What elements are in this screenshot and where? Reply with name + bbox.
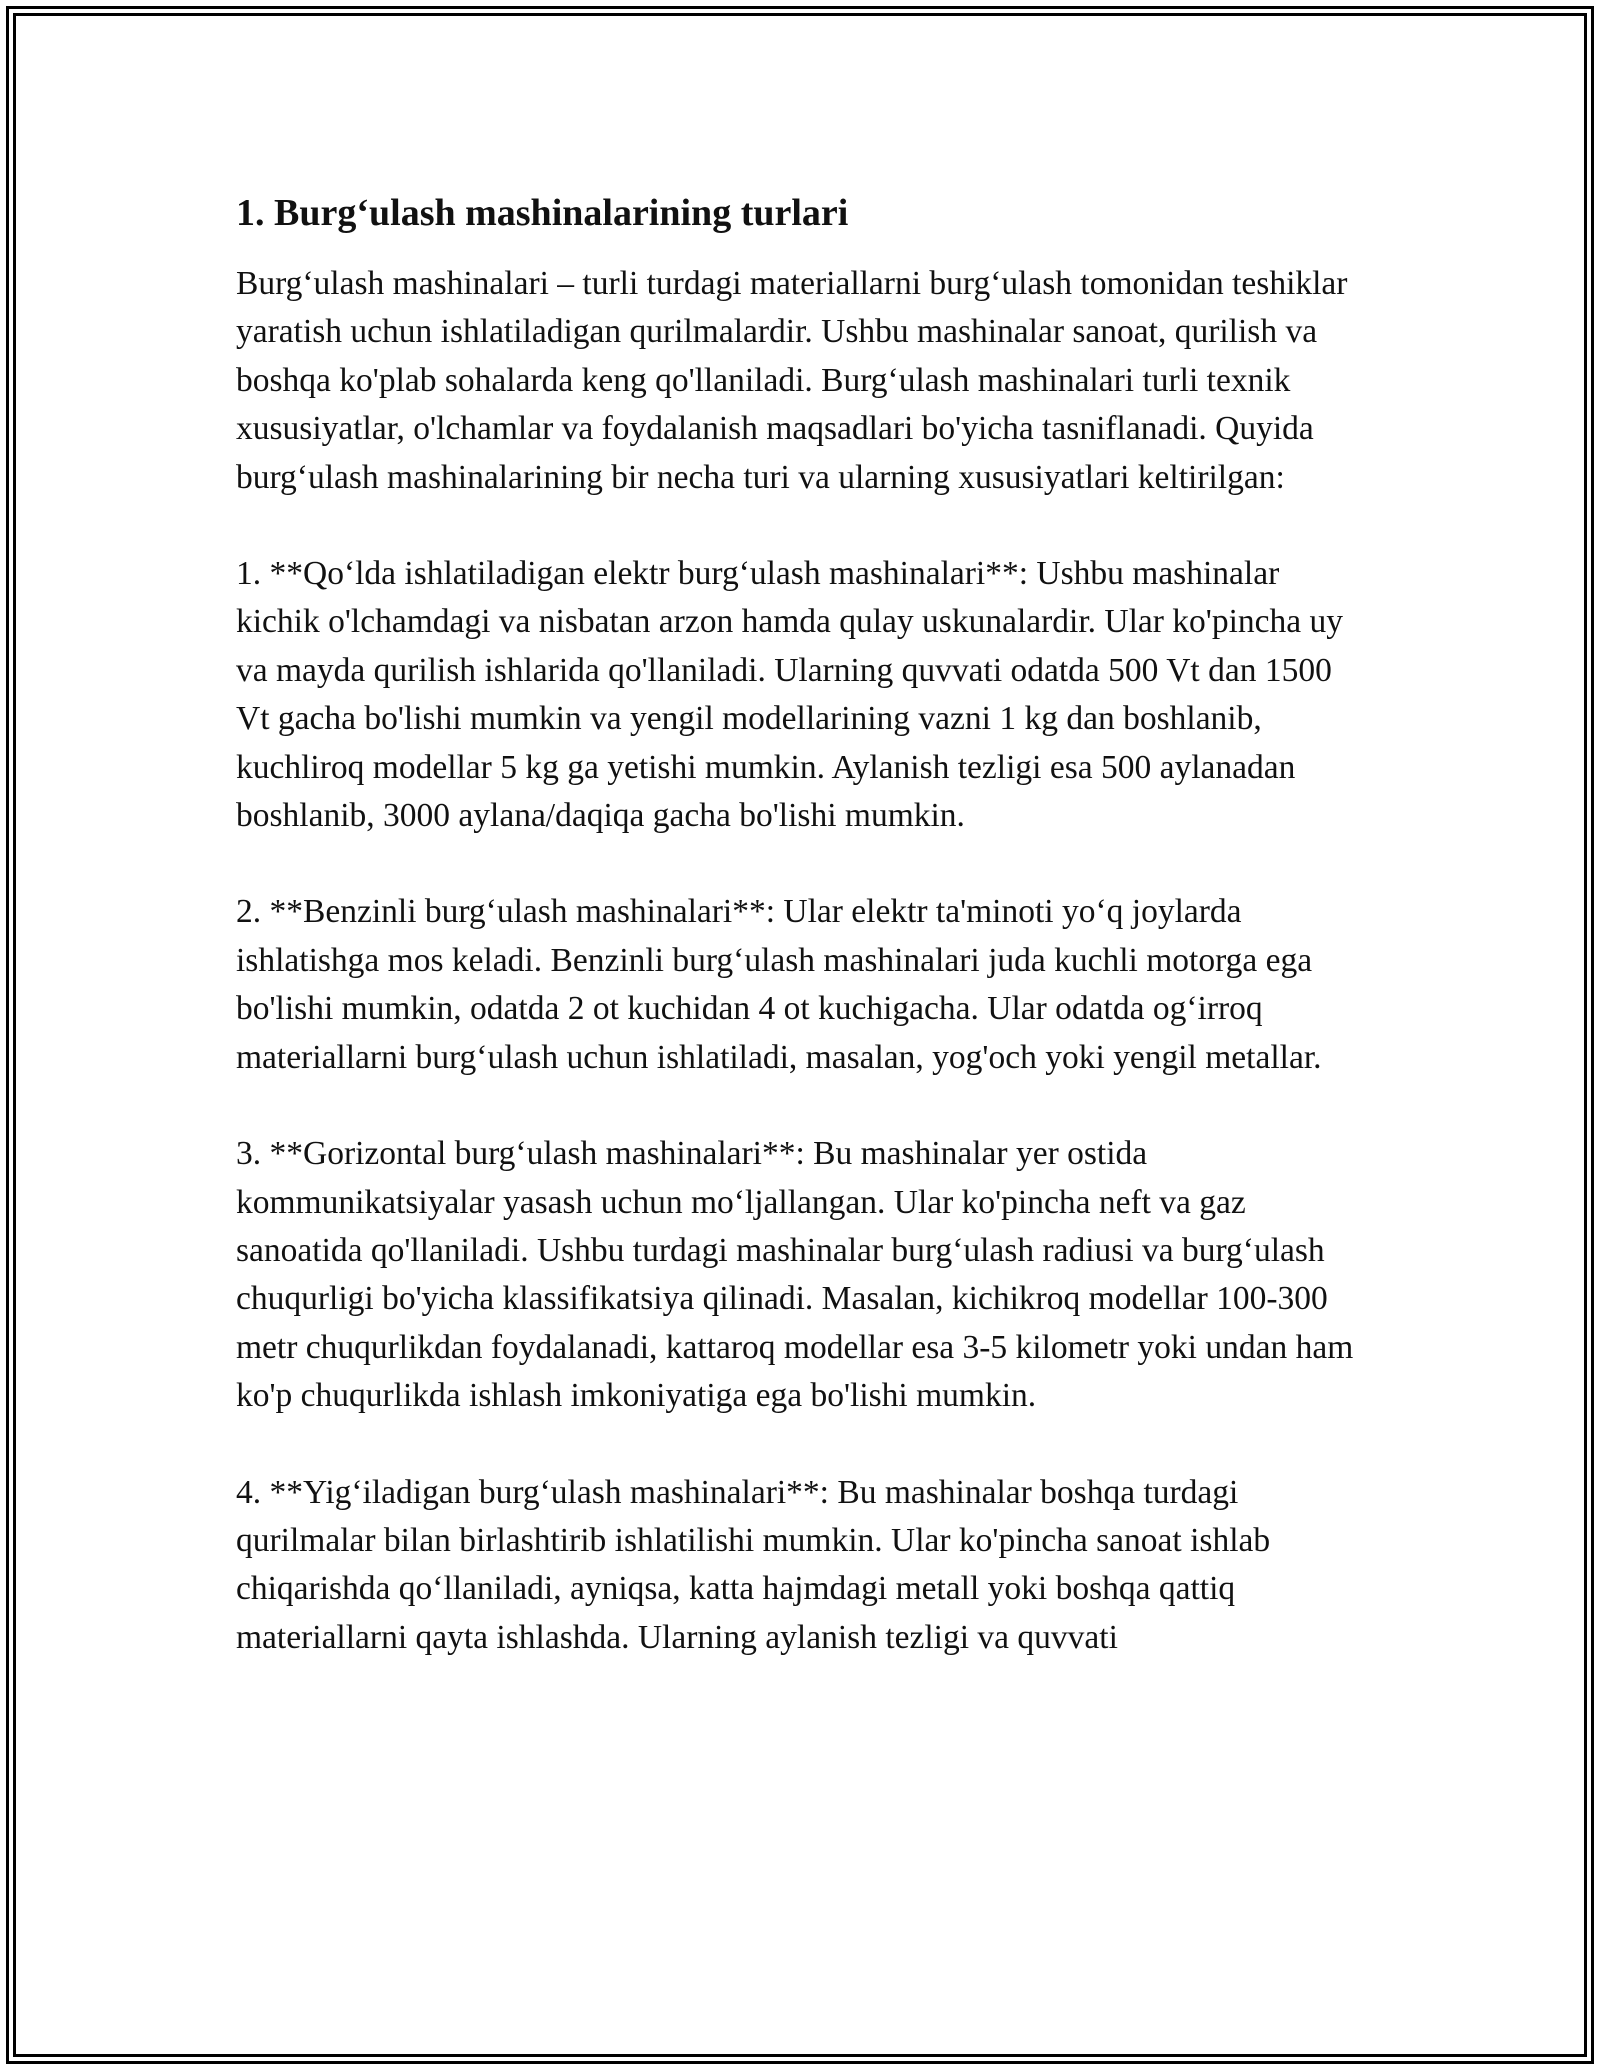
intro-paragraph: Burg‘ulash mashinalari – turli turdagi materiallarni burg‘ulash tomonidan teshiklar yaratish uchun ishlatiladigan qurilmalardir. Ushbu mashinalar sanoat, qurilish va boshqa ko'plab sohalarda keng qo'llaniladi. Burg‘ulash mashinalari turli texnik xususiyatlar, o'lchamlar va foydalanish maqsadlari bo'yicha tasniflanadi. Quyida burg‘ulash mashinalarining bir necha turi va ularning xususiyatlari keltirilgan: bbox=[236, 265, 1348, 496]
list-item-2: 2. **Benzinli burg‘ulash mashinalari**: Ular elektr ta'minoti yo‘q joylarda ishlatishga mos keladi. Benzinli burg‘ulash mashinalari juda kuchli motorga ega bo'lishi mumkin, odatda 2 ot kuchidan 4 ot kuchigacha. Ular odatda og‘irroq materiallarni burg‘ulash uchun ishlatiladi, masalan, yog'och yoki yengil metallar. bbox=[236, 893, 1322, 1076]
page-title: 1. Burg‘ulash mashinalarining turlari bbox=[236, 192, 849, 234]
list-item-1: 1. **Qo‘lda ishlatiladigan elektr burg‘ulash mashinalari**: Ushbu mashinalar kichik o'lchamdagi va nisbatan arzon hamda qulay uskunalardir. Ular ko'pincha uy va mayda qurilish ishlarida qo'llaniladi. Ularning quvvati odatda 500 Vt dan 1500 Vt gacha bo'lishi mumkin va yengil modellarining vazni 1 kg dan boshlanib, kuchliroq modellar 5 kg ga yetishi mumkin. Aylanish tezligi esa 500 aylanadan boshlanib, 3000 aylana/daqiqa gacha bo'lishi mumkin. bbox=[236, 555, 1344, 835]
list-item-4: 4. **Yig‘iladigan burg‘ulash mashinalari**: Bu mashinalar boshqa turdagi qurilmalar bilan birlashtirib ishlatilishi mumkin. Ular ko'pincha sanoat ishlab chiqarishda qo‘llaniladi, ayniqsa, katta hajmdagi metall yoki boshqa qattiq materiallarni qayta ishlashda. Ularning aylanish tezligi va quvvati bbox=[236, 1473, 1271, 1656]
list-item-3: 3. **Gorizontal burg‘ulash mashinalari**: Bu mashinalar yer ostida kommunikatsiyalar yasash uchun mo‘ljallangan. Ular ko'pincha neft va gaz sanoatida qo'llaniladi. Ushbu turdagi mashinalar burg‘ulash radiusi va burg‘ulash chuqurligi bo'yicha klassifikatsiya qilinadi. Masalan, kichikroq modellar 100-300 metr chuqurlikdan foydalanadi, kattaroq modellar esa 3-5 kilometr yoki undan ham ko'p chuqurlikda ishlash imkoniyatiga ega bo'lishi mumkin. bbox=[236, 1135, 1354, 1415]
document-body bbox=[236, 188, 1366, 1662]
